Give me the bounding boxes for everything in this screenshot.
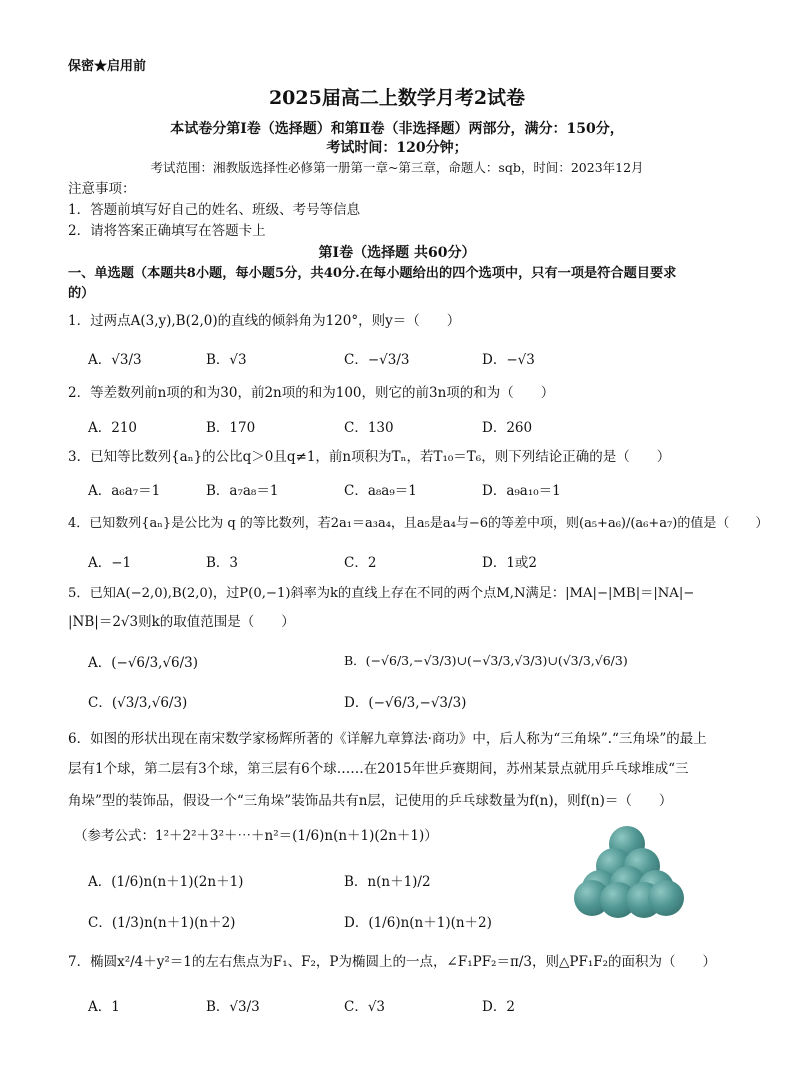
question-4-option-a: A．−1 [88, 555, 132, 571]
question-4-option-c: C．2 [344, 555, 377, 571]
question-3-option-d: D．a₉a₁₀＝1 [482, 483, 561, 499]
question-4-stem: 4．已知数列{aₙ}是公比为 q 的等比数列，若2a₁＝a₃a₄，且a₅是a₄与−6的等差中项，则(a₅+a₆)/(a₆+a₇)的值是（ ） [68, 516, 769, 531]
question-6-stem: 6．如图的形状出现在南宋数学家杨辉所著的《详解九章算法·商功》中，后人称为“三角垛”.“三角垛”的最上 [68, 731, 707, 747]
section1-heading-cont: 的） [68, 286, 95, 301]
triangle-stack-figure [574, 826, 684, 918]
question-3-option-c: C．a₈a₉＝1 [344, 483, 417, 499]
question-7-option-d: D．2 [482, 999, 515, 1015]
note-item-2: 2．请将答案正确填写在答题卡上 [68, 223, 266, 239]
question-1-option-a: A．√3/3 [88, 352, 142, 368]
note-item-1: 1．答题前填写好自己的姓名、班级、考号等信息 [68, 202, 361, 218]
question-7-stem: 7．椭圆x²/4＋y²＝1的左右焦点为F₁、F₂，P为椭圆上的一点，∠F₁PF₂＝π/3，则△PF₁F₂的面积为（ ） [68, 954, 717, 970]
question-3-stem: 3．已知等比数列{aₙ}的公比q＞0且q≠1，前n项积为Tₙ，若T₁₀＝T₆，则下列结论正确的是（ ） [68, 449, 671, 465]
question-5-option-b: B．(−√6/3,−√3/3)∪(−√3/3,√3/3)∪(√3/3,√6/3) [344, 653, 628, 668]
notes-title: 注意事项： [68, 181, 136, 197]
question-2-stem: 2．等差数列前n项的和为30，前2n项的和为100，则它的前3n项的和为（ ） [68, 385, 555, 401]
question-3-option-a: A．a₆a₇＝1 [88, 483, 161, 499]
secret-label: 保密★启用前 [68, 59, 147, 74]
exam-scope: 考试范围：湘教版选择性必修第一册第一章~第三章，命题人：sqb，时间：2023年12月 [150, 160, 644, 175]
question-6-option-d: D．(1/6)n(n＋1)(n＋2) [344, 915, 492, 931]
question-7-option-c: C．√3 [344, 999, 386, 1015]
question-2-option-a: A．210 [88, 420, 138, 436]
question-5-stem-cont: |NB|＝2√3则k的取值范围是（ ） [68, 614, 295, 630]
question-6-stem-cont1: 层有1个球，第二层有3个球，第三层有6个球……在2015年世乒赛期间，苏州某景点就用乒乓球堆成“三 [68, 761, 689, 777]
question-5-option-a: A．(−√6/3,√6/3) [88, 655, 199, 671]
section1-heading: 一、单选题（本题共8小题，每小题5分，共40分.在每小题给出的四个选项中，只有一项是符合题目要求 [68, 266, 677, 281]
question-4-option-b: B．3 [206, 555, 239, 571]
page-title: 2025届高二上数学月考2试卷 [268, 87, 526, 109]
question-1-option-b: B．√3 [206, 352, 247, 368]
question-2-option-d: D．260 [482, 420, 533, 436]
question-6-option-c: C．(1/3)n(n＋1)(n＋2) [88, 915, 236, 931]
question-2-option-b: B．170 [206, 420, 256, 436]
question-7-option-b: B．√3/3 [206, 999, 260, 1015]
question-5-option-d: D．(−√6/3,−√3/3) [344, 695, 467, 711]
question-1-stem: 1．过两点A(3,y),B(2,0)的直线的倾斜角为120°，则y＝（ ） [68, 313, 461, 329]
question-6-formula: （参考公式：1²＋2²＋3²＋⋯＋n²＝(1/6)n(n＋1)(2n＋1)） [74, 828, 438, 844]
question-5-stem: 5．已知A(−2,0),B(2,0)，过P(0,−1)斜率为k的直线上存在不同的两个点M,N满足：|MA|−|MB|＝|NA|− [68, 586, 695, 601]
part1-title: 第Ⅰ卷（选择题 共60分） [318, 245, 476, 261]
question-3-option-b: B．a₇a₈＝1 [206, 483, 279, 499]
question-6-stem-cont2: 角垛”型的装饰品，假设一个“三角垛”装饰品共有n层，记使用的乒乓球数量为f(n)，则f(n)＝（ ） [68, 793, 673, 809]
exam-info-line1: 本试卷分第Ⅰ卷（选择题）和第Ⅱ卷（非选择题）两部分，满分：150分， [170, 121, 624, 137]
question-7-option-a: A．1 [88, 999, 120, 1015]
question-6-option-b: B．n(n＋1)/2 [344, 874, 431, 890]
question-6-option-a: A．(1/6)n(n＋1)(2n＋1) [88, 874, 244, 890]
question-1-option-d: D．−√3 [482, 352, 535, 368]
question-1-option-c: C．−√3/3 [344, 352, 410, 368]
exam-info-line2: 考试时间：120分钟； [326, 140, 468, 156]
question-5-option-c: C．(√3/3,√6/3) [88, 695, 188, 711]
question-2-option-c: C．130 [344, 420, 394, 436]
question-4-option-d: D．1或2 [482, 555, 538, 571]
